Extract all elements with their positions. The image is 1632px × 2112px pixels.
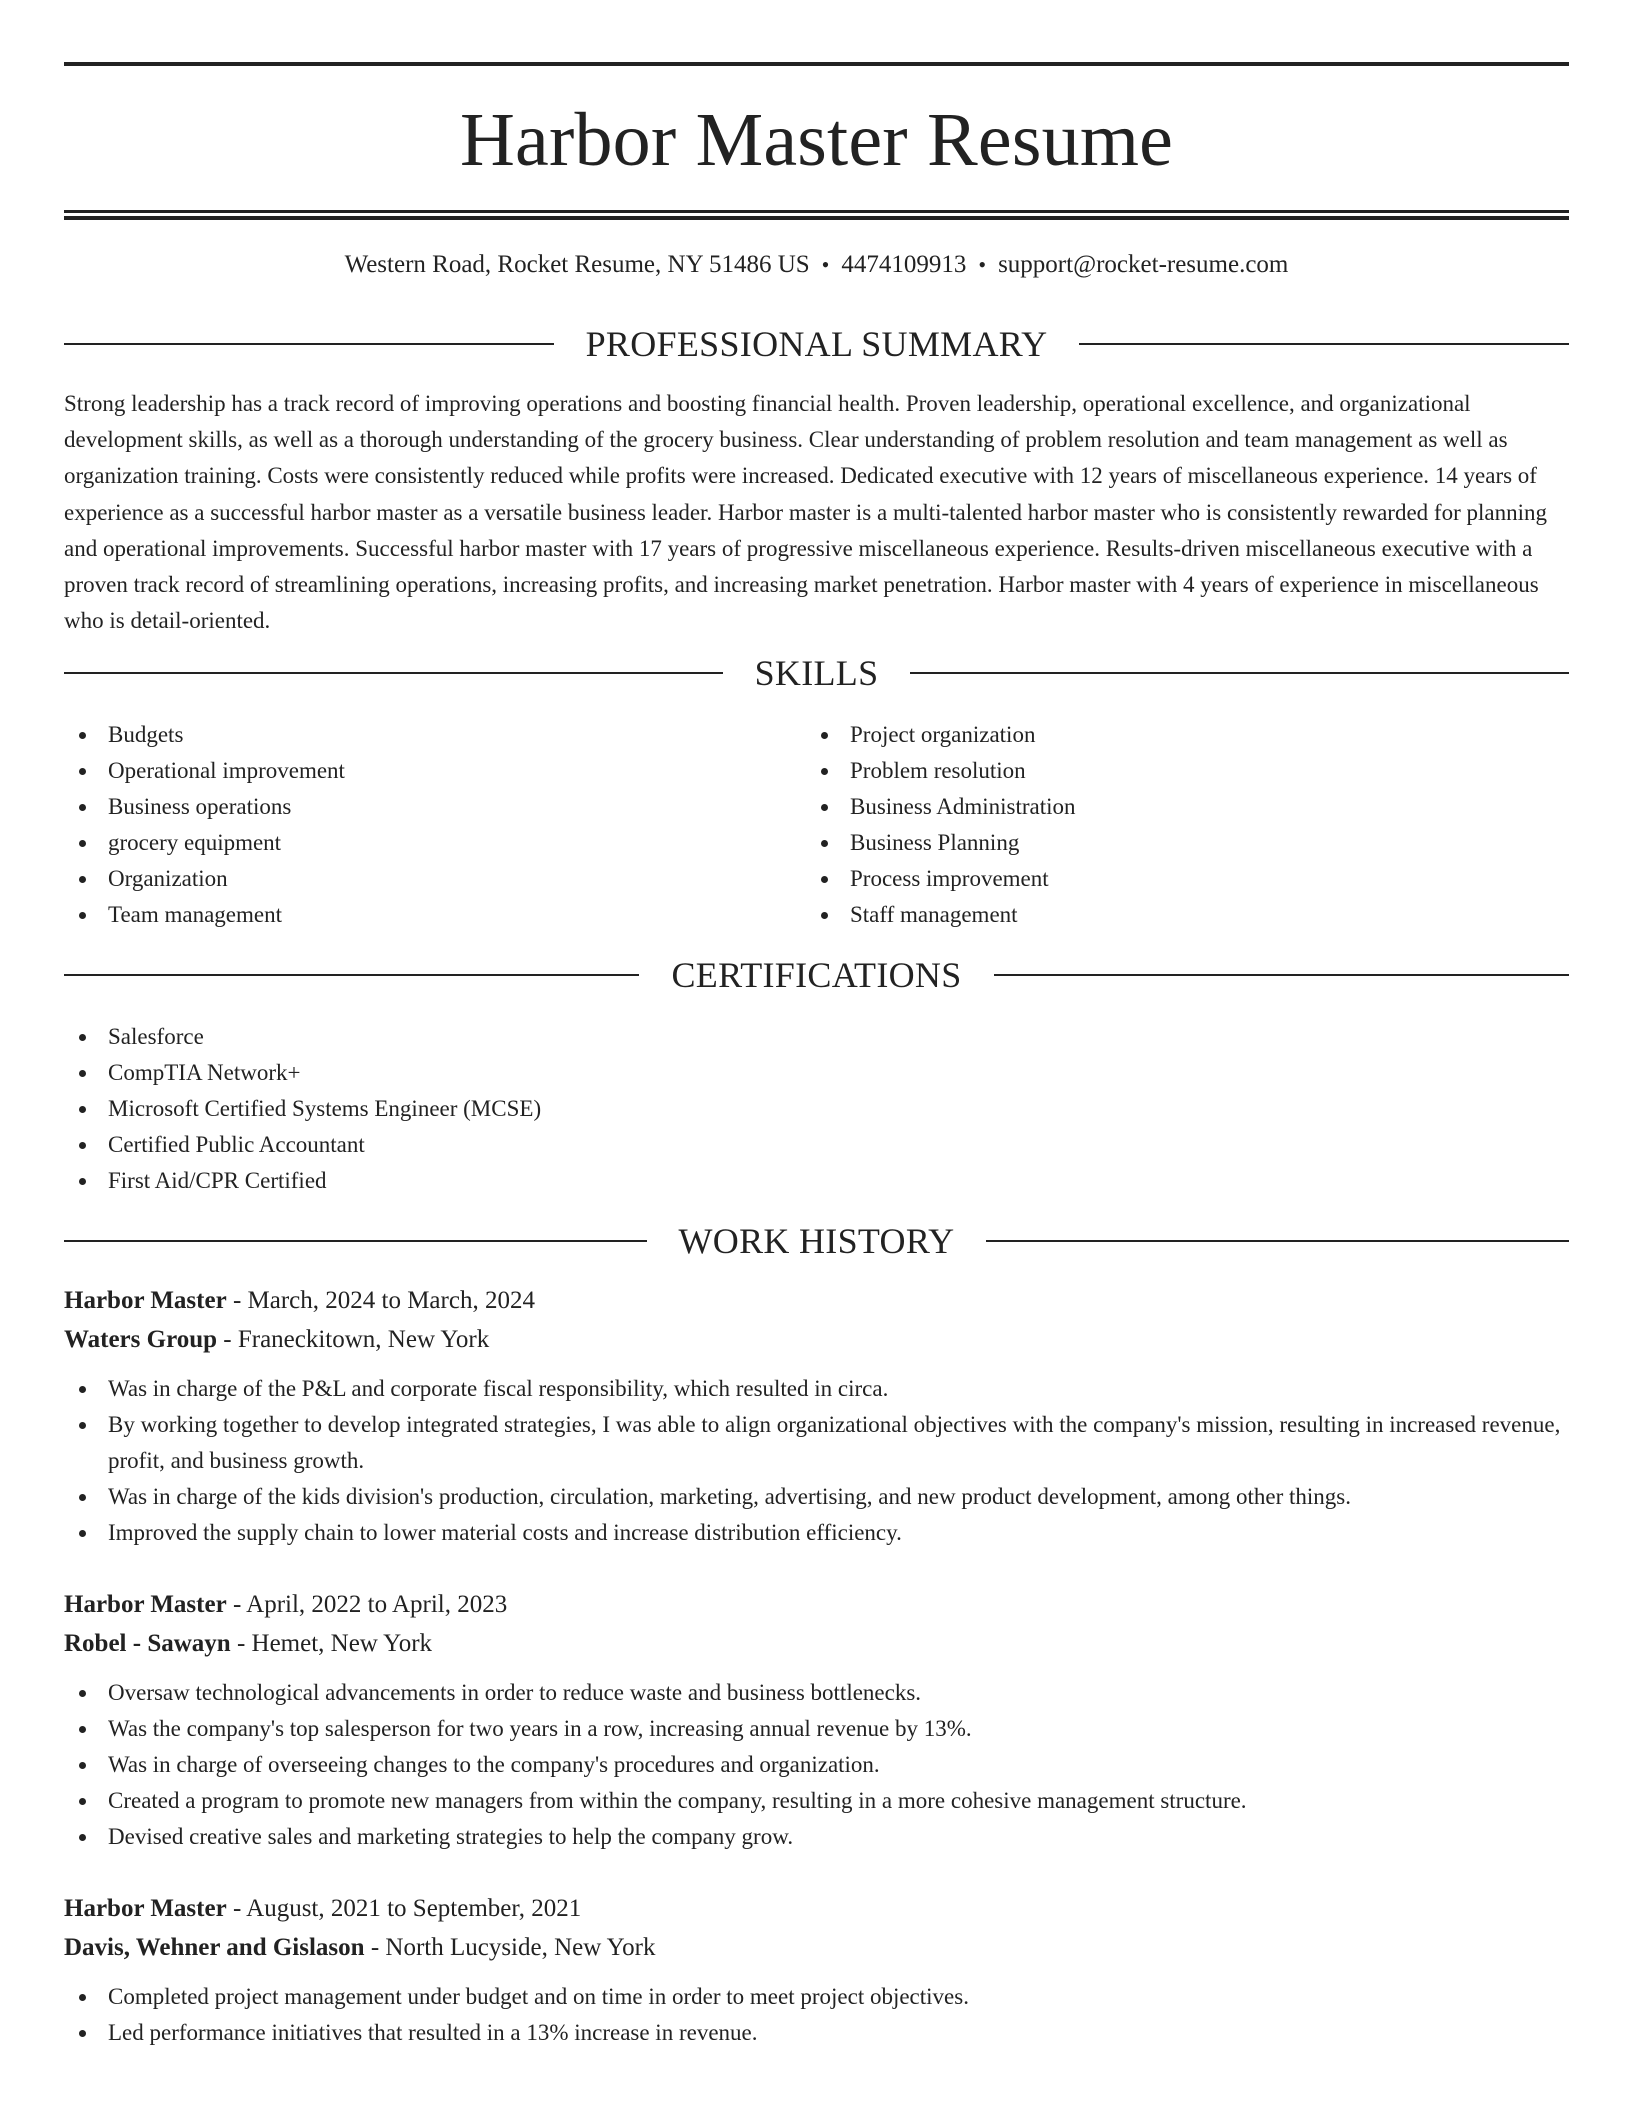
work-heading: WORK HISTORY — [678, 1221, 955, 1262]
contact-address: Western Road, Rocket Resume, NY 51486 US — [344, 251, 810, 278]
skill-item: Project organization — [806, 717, 1548, 753]
job-title: Harbor Master — [64, 1591, 227, 1619]
heading-rule-left — [64, 343, 554, 345]
heading-rule-right — [994, 974, 1569, 976]
job-title-line — [64, 1889, 1569, 1928]
heading-rule-left — [64, 672, 723, 674]
contact-separator: • — [821, 252, 830, 277]
heading-rule-right — [910, 672, 1569, 674]
skill-item: Organization — [64, 861, 806, 897]
skill-item: Team management — [64, 897, 806, 933]
certification-item: CompTIA Network+ — [64, 1055, 1569, 1091]
contact-line — [64, 250, 1569, 280]
certifications-section-heading — [64, 955, 1569, 995]
job-dates: - August, 2021 to September, 2021 — [226, 1895, 582, 1923]
certification-item: Microsoft Certified Systems Engineer (MCSE) — [64, 1091, 1569, 1127]
contact-phone: 4474109913 — [841, 251, 967, 278]
contact-separator: • — [978, 252, 987, 277]
heading-rule-right — [1079, 343, 1569, 345]
skill-item: Process improvement — [806, 861, 1548, 897]
job-company-line — [64, 1928, 1569, 1967]
skills-column-left — [64, 717, 806, 933]
job-bullet: Improved the supply chain to lower material costs and increase distribution efficiency. — [64, 1515, 1569, 1551]
job-bullet: Oversaw technological advancements in order to reduce waste and business bottlenecks. — [64, 1675, 1569, 1711]
skill-item: Business operations — [64, 789, 806, 825]
work-section-heading — [64, 1221, 1569, 1261]
skills-list — [64, 717, 1569, 933]
title-double-rule — [64, 210, 1569, 220]
job-bullet: Was the company's top salesperson for two years in a row, increasing annual revenue by 13%. — [64, 1711, 1569, 1747]
job-entry — [64, 1889, 1569, 2051]
job-location: - Hemet, New York — [230, 1630, 433, 1658]
skill-item: Staff management — [806, 897, 1548, 933]
certifications-list — [64, 1019, 1569, 1199]
job-bullet: Completed project management under budget and on time in order to meet project objectives. — [64, 1979, 1569, 2015]
skills-section-heading — [64, 653, 1569, 693]
resume-title: Harbor Master Resume — [459, 98, 1174, 182]
heading-rule-left — [64, 974, 639, 976]
certifications-heading: CERTIFICATIONS — [671, 955, 962, 996]
job-entry — [64, 1585, 1569, 1855]
job-title-line — [64, 1585, 1569, 1624]
job-bullet: Was in charge of the kids division's production, circulation, marketing, advertising, and new product development, among other things. — [64, 1479, 1569, 1515]
skill-item: grocery equipment — [64, 825, 806, 861]
summary-text: Strong leadership has a track record of improving operations and boosting financial health. Proven leadership, operational excellence, and organizational development skills, as well as a thorough understanding of the grocery business. Clear understanding of problem resolution and team management as well as organization training. Costs were consistently reduced while profits were increased. Dedicated executive with 12 years of miscellaneous experience. 14 years of experience as a successful harbor master as a versatile business leader. Harbor master is a multi-talented harbor master who is consistently rewarded for planning and operational improvements. Successful harbor master with 17 years of progressive miscellaneous experience. Results-driven miscellaneous executive with a proven track record of streamlining operations, increasing profits, and increasing market penetration. Harbor master with 4 years of experience in miscellaneous who is detail-oriented. — [64, 391, 1547, 634]
skill-item: Operational improvement — [64, 753, 806, 789]
job-title: Harbor Master — [64, 1895, 227, 1923]
job-bullet: Created a program to promote new managers from within the company, resulting in a more cohesive management structure. — [64, 1783, 1569, 1819]
skill-item: Budgets — [64, 717, 806, 753]
job-company: Davis, Wehner and Gislason — [64, 1934, 365, 1962]
skill-item: Problem resolution — [806, 753, 1548, 789]
top-rule — [64, 62, 1569, 66]
job-bullets — [64, 1979, 1569, 2051]
job-bullet: Was in charge of the P&L and corporate fiscal responsibility, which resulted in circa. — [64, 1371, 1569, 1407]
job-location: - North Lucyside, New York — [364, 1934, 656, 1962]
job-title: Harbor Master — [64, 1287, 227, 1315]
contact-email: support@rocket-resume.com — [998, 251, 1289, 278]
skills-heading: SKILLS — [754, 653, 879, 694]
heading-rule-left — [64, 1240, 647, 1242]
certification-item: First Aid/CPR Certified — [64, 1163, 1569, 1199]
skills-column-right — [806, 717, 1548, 933]
summary-section-heading — [64, 324, 1569, 364]
job-company-line — [64, 1320, 1569, 1359]
job-entry — [64, 1281, 1569, 1551]
job-location: - Franeckitown, New York — [217, 1326, 490, 1354]
job-dates: - April, 2022 to April, 2023 — [226, 1591, 508, 1619]
job-bullets — [64, 1371, 1569, 1551]
heading-rule-right — [986, 1240, 1569, 1242]
job-dates: - March, 2024 to March, 2024 — [226, 1287, 535, 1315]
certification-item: Salesforce — [64, 1019, 1569, 1055]
job-bullet: Led performance initiatives that resulted in a 13% increase in revenue. — [64, 2015, 1569, 2051]
job-bullet: Devised creative sales and marketing strategies to help the company grow. — [64, 1819, 1569, 1855]
job-bullets — [64, 1675, 1569, 1855]
job-title-line — [64, 1281, 1569, 1320]
job-company: Robel - Sawayn — [64, 1630, 231, 1658]
certification-item: Certified Public Accountant — [64, 1127, 1569, 1163]
job-company-line — [64, 1624, 1569, 1663]
job-bullet: Was in charge of overseeing changes to the company's procedures and organization. — [64, 1747, 1569, 1783]
job-bullet: By working together to develop integrated strategies, I was able to align organizational objectives with the company's mission, resulting in increased revenue, profit, and business growth. — [64, 1407, 1569, 1479]
summary-heading: PROFESSIONAL SUMMARY — [585, 324, 1048, 364]
skill-item: Business Administration — [806, 789, 1548, 825]
skill-item: Business Planning — [806, 825, 1548, 861]
job-company: Waters Group — [64, 1326, 218, 1354]
